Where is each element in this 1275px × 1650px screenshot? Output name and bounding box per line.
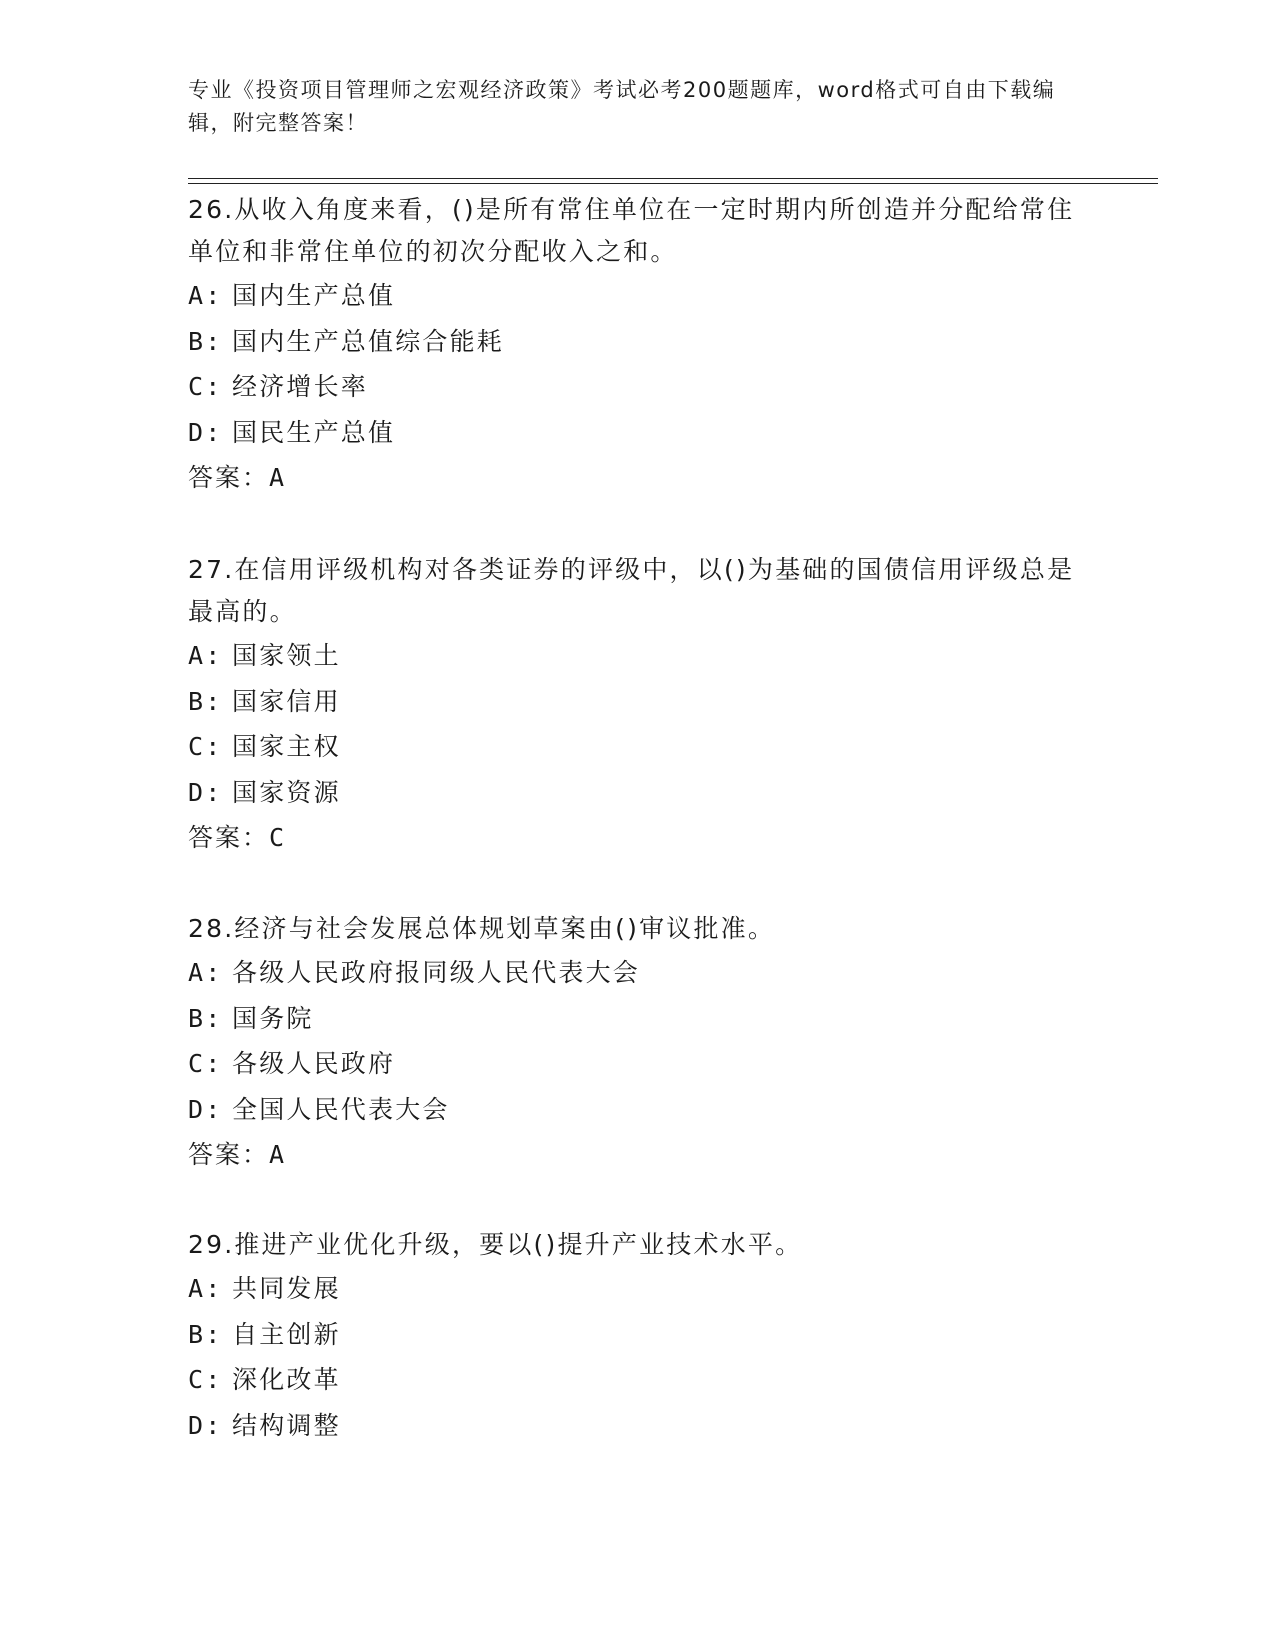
option-key: A: <box>188 958 223 987</box>
option-key: B: <box>188 686 223 716</box>
option-key: C: <box>188 1365 223 1394</box>
option-text: 国务院 <box>232 1003 314 1033</box>
option-text: 各级人民政府 <box>232 1049 396 1078</box>
answer-line <box>188 815 1088 861</box>
option-c <box>188 1041 1088 1087</box>
option-key: D: <box>188 777 223 807</box>
document-header: 专业《投资项目管理师之宏观经济政策》考试必考200题题库，word格式可自由下载编辑，附完整答案！ <box>188 78 1056 135</box>
option-key: A: <box>188 281 223 310</box>
option-key: B: <box>188 326 223 356</box>
option-text: 经济增长率 <box>232 372 369 401</box>
option-a <box>188 633 1088 679</box>
option-key: C: <box>188 1049 223 1078</box>
option-text: 国家主权 <box>232 732 341 761</box>
option-c <box>188 724 1088 770</box>
option-text: 国家信用 <box>232 686 341 716</box>
question-29 <box>188 1224 1088 1448</box>
option-a <box>188 950 1088 996</box>
option-d <box>188 1087 1088 1133</box>
option-text: 国家领土 <box>232 641 341 670</box>
answer-value: A <box>269 1140 287 1169</box>
option-d <box>188 410 1088 456</box>
answer-line <box>188 1132 1088 1178</box>
option-key: C: <box>188 732 223 761</box>
option-text: 自主创新 <box>232 1319 341 1349</box>
option-text: 共同发展 <box>232 1274 341 1303</box>
question-stem: 28.经济与社会发展总体规划草案由()审议批准。 <box>188 914 776 943</box>
option-b <box>188 996 1088 1042</box>
option-b <box>188 679 1088 725</box>
question-28 <box>188 908 1088 1178</box>
option-text: 国家资源 <box>232 777 341 807</box>
question-stem: 27.在信用评级机构对各类证券的评级中，以()为基础的国债信用评级总是最高的。 <box>188 555 1075 626</box>
header-divider-bottom <box>188 183 1158 184</box>
answer-label: 答案： <box>188 1140 270 1169</box>
option-text: 国内生产总值综合能耗 <box>232 326 505 356</box>
option-text: 国民生产总值 <box>232 417 396 447</box>
option-text: 结构调整 <box>232 1410 341 1440</box>
option-text: 国内生产总值 <box>232 281 396 310</box>
question-stem: 29.推进产业优化升级，要以()提升产业技术水平。 <box>188 1230 803 1259</box>
answer-value: A <box>269 463 287 492</box>
option-key: D: <box>188 1094 223 1124</box>
option-text: 各级人民政府报同级人民代表大会 <box>232 958 641 987</box>
option-key: A: <box>188 1274 223 1303</box>
question-stem: 26.从收入角度来看，()是所有常住单位在一定时期内所创造并分配给常住单位和非常住单位的初次分配收入之和。 <box>188 195 1075 266</box>
option-d <box>188 770 1088 816</box>
option-key: A: <box>188 641 223 670</box>
option-text: 全国人民代表大会 <box>232 1094 450 1124</box>
question-26 <box>188 189 1088 501</box>
option-key: C: <box>188 372 223 401</box>
option-b <box>188 1312 1088 1358</box>
option-text: 深化改革 <box>232 1365 341 1394</box>
option-c <box>188 364 1088 410</box>
answer-label: 答案： <box>188 823 270 852</box>
option-key: B: <box>188 1319 223 1349</box>
option-key: D: <box>188 417 223 447</box>
option-key: B: <box>188 1003 223 1033</box>
answer-value: C <box>269 823 287 852</box>
option-key: D: <box>188 1410 223 1440</box>
answer-line <box>188 455 1088 501</box>
option-c <box>188 1357 1088 1403</box>
option-a <box>188 1266 1088 1312</box>
option-a <box>188 273 1088 319</box>
answer-label: 答案： <box>188 463 270 492</box>
option-b <box>188 319 1088 365</box>
question-27 <box>188 549 1088 861</box>
header-divider-top <box>188 178 1158 179</box>
option-d <box>188 1403 1088 1449</box>
